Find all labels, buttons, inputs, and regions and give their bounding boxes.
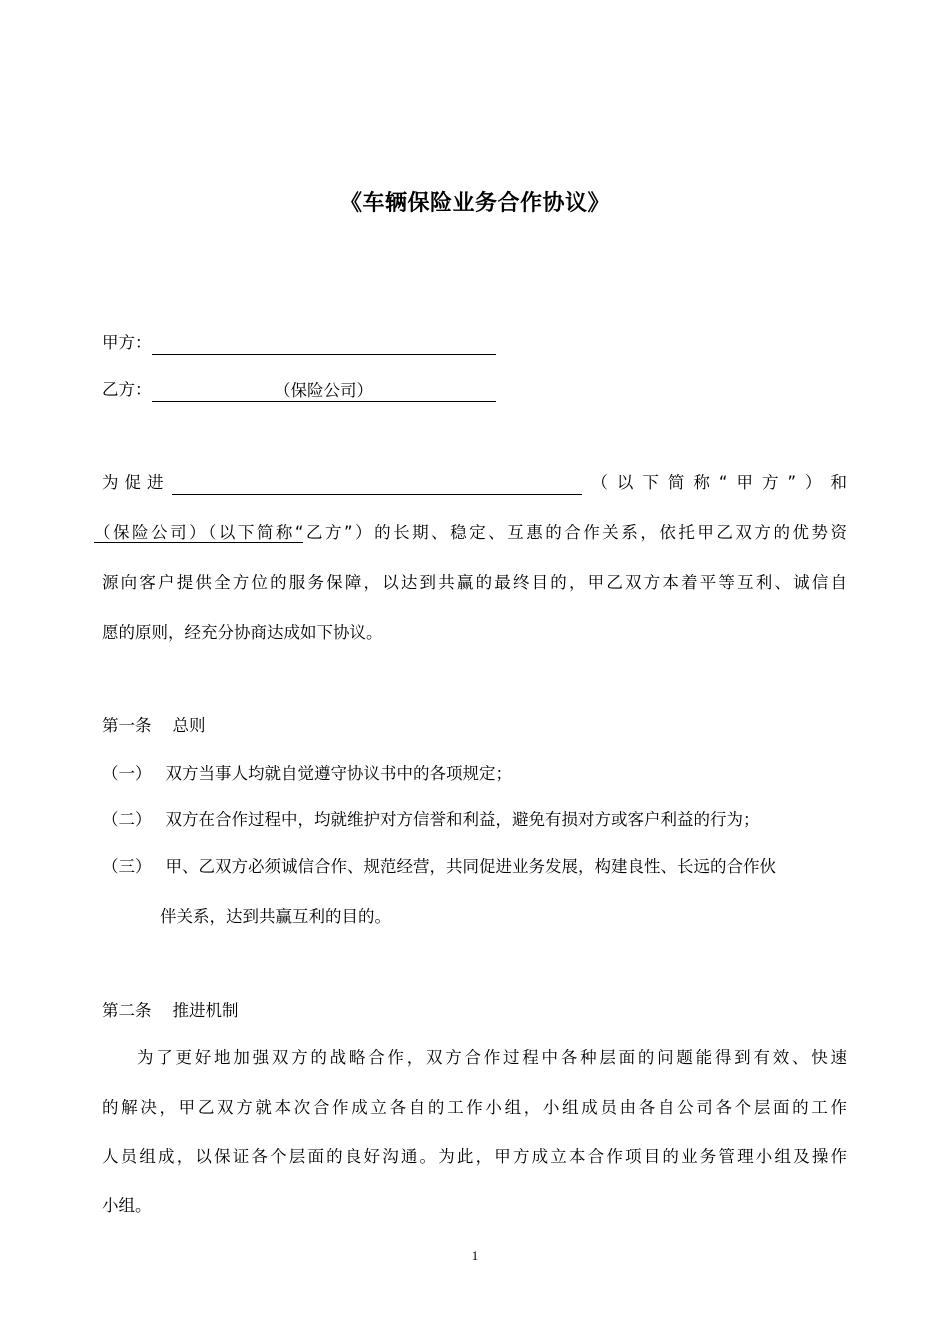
intro-line2-underlined: （保险公司）（以下简称“: [94, 523, 304, 542]
party-a-blank: [152, 332, 496, 355]
party-a-line: [102, 331, 496, 355]
article-2-line: 的解决，甲乙双方就本次合作成立各自的工作小组，小组成员由各自公司各个层面的工作: [102, 1098, 847, 1117]
party-b-label: 乙方：: [102, 380, 152, 399]
intro-line-1: [102, 471, 856, 495]
intro-company-blank: [172, 472, 582, 495]
item-text: 甲、乙双方必须诚信合作、规范经营，共同促进业务发展，构建良性、长远的合作伙: [165, 857, 776, 876]
article-2-line: 小组。: [102, 1196, 152, 1215]
party-b-line: [102, 378, 496, 402]
article-1-item: [102, 855, 847, 879]
party-b-fill: （保险公司）: [274, 381, 373, 400]
item-number: （三）: [102, 857, 152, 876]
article-1-heading: 第一条 总则: [102, 716, 206, 735]
document-title: 《车辆保险业务合作协议》: [339, 191, 610, 216]
party-a-label: 甲方：: [102, 333, 152, 352]
article-1-item: [102, 808, 760, 832]
article-1-item3-continuation: 伴关系，达到共赢互利的目的。: [160, 907, 391, 926]
party-b-blank: [152, 379, 496, 402]
article-2-line: 人员组成，以保证各个层面的良好沟通。为此，甲方成立本合作项目的业务管理小组及操作: [102, 1147, 847, 1166]
article-1-item: [102, 762, 512, 786]
item-text: 双方在合作过程中，均就维护对方信誉和利益，避免有损对方或客户利益的行为；: [165, 810, 760, 829]
intro-line1-end: （以下简称“甲方”）和: [591, 473, 856, 492]
intro-line-2: [94, 521, 847, 545]
intro-line1-start: 为促进: [102, 473, 170, 492]
article-2-heading: 第二条 推进机制: [102, 1001, 239, 1020]
item-number: （一）: [102, 764, 152, 783]
item-text: 双方当事人均就自觉遵守协议书中的各项规定；: [165, 764, 512, 783]
intro-line2-rest: 乙方”）的长期、稳定、互惠的合作关系，依托甲乙双方的优势资: [303, 523, 847, 542]
article-2-line: 为了更好地加强双方的战略合作，双方合作过程中各种层面的问题能得到有效、快速: [137, 1048, 847, 1067]
intro-line-4: 愿的原则，经充分协商达成如下协议。: [102, 623, 383, 642]
item-number: （二）: [102, 810, 152, 829]
page-number: 1: [471, 1248, 479, 1263]
intro-line-3: 源向客户提供全方位的服务保障，以达到共赢的最终目的，甲乙双方本着平等互利、诚信自: [102, 573, 847, 592]
